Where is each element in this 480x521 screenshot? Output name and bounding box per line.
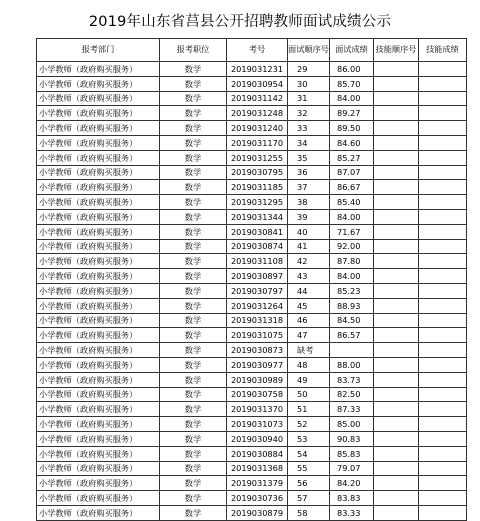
cell-position: 数学 bbox=[160, 150, 227, 165]
table-row bbox=[37, 283, 467, 298]
cell-position: 数学 bbox=[160, 402, 227, 417]
cell-exam-number: 2019031248 bbox=[227, 106, 288, 121]
cell-dept: 小学教师（政府购买服务） bbox=[37, 328, 160, 343]
cell-position: 数学 bbox=[160, 135, 227, 150]
cell-interview-score: 83.83 bbox=[330, 491, 374, 506]
cell-interview-order: 57 bbox=[288, 491, 330, 506]
cell-skill-score bbox=[419, 209, 467, 224]
cell-interview-score: 84.00 bbox=[330, 91, 374, 106]
cell-exam-number: 2019031185 bbox=[227, 180, 288, 195]
cell-dept: 小学教师（政府购买服务） bbox=[37, 269, 160, 284]
cell-exam-number: 2019031073 bbox=[227, 417, 288, 432]
cell-dept: 小学教师（政府购买服务） bbox=[37, 357, 160, 372]
cell-interview-score: 88.00 bbox=[330, 357, 374, 372]
cell-skill-order bbox=[374, 239, 419, 254]
cell-interview-order: 51 bbox=[288, 402, 330, 417]
cell-skill-score bbox=[419, 461, 467, 476]
cell-skill-order bbox=[374, 254, 419, 269]
cell-interview-score: 87.07 bbox=[330, 165, 374, 180]
cell-exam-number: 2019031240 bbox=[227, 121, 288, 136]
cell-exam-number: 2019031170 bbox=[227, 135, 288, 150]
cell-interview-order: 缺考 bbox=[288, 343, 330, 358]
cell-interview-score: 85.27 bbox=[330, 150, 374, 165]
cell-dept: 小学教师（政府购买服务） bbox=[37, 180, 160, 195]
cell-skill-score bbox=[419, 91, 467, 106]
table-row bbox=[37, 372, 467, 387]
cell-skill-score bbox=[419, 76, 467, 91]
cell-position: 数学 bbox=[160, 62, 227, 77]
table-row bbox=[37, 505, 467, 520]
cell-dept: 小学教师（政府购买服务） bbox=[37, 224, 160, 239]
table-row bbox=[37, 254, 467, 269]
cell-interview-order: 29 bbox=[288, 62, 330, 77]
cell-exam-number: 2019030884 bbox=[227, 446, 288, 461]
cell-skill-order bbox=[374, 269, 419, 284]
cell-skill-score bbox=[419, 313, 467, 328]
cell-interview-order: 53 bbox=[288, 431, 330, 446]
cell-interview-order: 39 bbox=[288, 209, 330, 224]
cell-interview-order: 46 bbox=[288, 313, 330, 328]
table-row bbox=[37, 135, 467, 150]
cell-skill-score bbox=[419, 431, 467, 446]
cell-skill-score bbox=[419, 121, 467, 136]
cell-exam-number: 2019031142 bbox=[227, 91, 288, 106]
cell-exam-number: 2019030897 bbox=[227, 269, 288, 284]
table-row bbox=[37, 180, 467, 195]
cell-skill-order bbox=[374, 476, 419, 491]
cell-interview-order: 44 bbox=[288, 283, 330, 298]
cell-position: 数学 bbox=[160, 195, 227, 210]
cell-skill-score bbox=[419, 62, 467, 77]
cell-dept: 小学教师（政府购买服务） bbox=[37, 76, 160, 91]
cell-interview-order: 47 bbox=[288, 328, 330, 343]
cell-interview-score: 85.40 bbox=[330, 195, 374, 210]
cell-interview-score: 89.27 bbox=[330, 106, 374, 121]
table-row bbox=[37, 239, 467, 254]
header-interview-score: 面试成绩 bbox=[330, 39, 374, 62]
table-row bbox=[37, 313, 467, 328]
cell-position: 数学 bbox=[160, 106, 227, 121]
cell-dept: 小学教师（政府购买服务） bbox=[37, 121, 160, 136]
results-table bbox=[36, 38, 467, 521]
table-row bbox=[37, 476, 467, 491]
cell-dept: 小学教师（政府购买服务） bbox=[37, 491, 160, 506]
table-row bbox=[37, 165, 467, 180]
cell-interview-score: 86.57 bbox=[330, 328, 374, 343]
cell-skill-order bbox=[374, 431, 419, 446]
cell-dept: 小学教师（政府购买服务） bbox=[37, 91, 160, 106]
cell-interview-score: 71.67 bbox=[330, 224, 374, 239]
cell-dept: 小学教师（政府购买服务） bbox=[37, 446, 160, 461]
cell-interview-order: 42 bbox=[288, 254, 330, 269]
cell-interview-order: 34 bbox=[288, 135, 330, 150]
table-row bbox=[37, 76, 467, 91]
cell-exam-number: 2019030989 bbox=[227, 372, 288, 387]
table-row bbox=[37, 150, 467, 165]
cell-exam-number: 2019030873 bbox=[227, 343, 288, 358]
cell-interview-score: 87.80 bbox=[330, 254, 374, 269]
cell-interview-score: 84.00 bbox=[330, 269, 374, 284]
cell-exam-number: 2019031295 bbox=[227, 195, 288, 210]
cell-exam-number: 2019030841 bbox=[227, 224, 288, 239]
cell-skill-score bbox=[419, 224, 467, 239]
cell-interview-score bbox=[330, 343, 374, 358]
table-row bbox=[37, 328, 467, 343]
table-row bbox=[37, 417, 467, 432]
cell-skill-score bbox=[419, 254, 467, 269]
cell-position: 数学 bbox=[160, 372, 227, 387]
cell-dept: 小学教师（政府购买服务） bbox=[37, 431, 160, 446]
cell-position: 数学 bbox=[160, 431, 227, 446]
cell-dept: 小学教师（政府购买服务） bbox=[37, 417, 160, 432]
cell-skill-score bbox=[419, 387, 467, 402]
cell-skill-score bbox=[419, 491, 467, 506]
cell-skill-order bbox=[374, 62, 419, 77]
cell-interview-score: 84.50 bbox=[330, 313, 374, 328]
cell-interview-score: 86.67 bbox=[330, 180, 374, 195]
table-row bbox=[37, 431, 467, 446]
cell-position: 数学 bbox=[160, 180, 227, 195]
cell-exam-number: 2019031255 bbox=[227, 150, 288, 165]
cell-position: 数学 bbox=[160, 254, 227, 269]
cell-interview-order: 36 bbox=[288, 165, 330, 180]
cell-skill-order bbox=[374, 372, 419, 387]
cell-dept: 小学教师（政府购买服务） bbox=[37, 372, 160, 387]
cell-exam-number: 2019031264 bbox=[227, 298, 288, 313]
cell-interview-order: 49 bbox=[288, 372, 330, 387]
cell-position: 数学 bbox=[160, 476, 227, 491]
cell-skill-score bbox=[419, 106, 467, 121]
table-row bbox=[37, 298, 467, 313]
table-row bbox=[37, 91, 467, 106]
table-row bbox=[37, 106, 467, 121]
cell-interview-score: 89.50 bbox=[330, 121, 374, 136]
cell-dept: 小学教师（政府购买服务） bbox=[37, 254, 160, 269]
cell-skill-order bbox=[374, 491, 419, 506]
cell-dept: 小学教师（政府购买服务） bbox=[37, 505, 160, 520]
cell-position: 数学 bbox=[160, 417, 227, 432]
cell-skill-order bbox=[374, 180, 419, 195]
cell-interview-score: 83.33 bbox=[330, 505, 374, 520]
cell-exam-number: 2019031379 bbox=[227, 476, 288, 491]
cell-exam-number: 2019030736 bbox=[227, 491, 288, 506]
cell-skill-order bbox=[374, 195, 419, 210]
cell-exam-number: 2019031368 bbox=[227, 461, 288, 476]
cell-interview-order: 30 bbox=[288, 76, 330, 91]
cell-skill-score bbox=[419, 180, 467, 195]
cell-exam-number: 2019030977 bbox=[227, 357, 288, 372]
cell-dept: 小学教师（政府购买服务） bbox=[37, 135, 160, 150]
header-dept: 报考部门 bbox=[37, 39, 160, 62]
cell-dept: 小学教师（政府购买服务） bbox=[37, 106, 160, 121]
cell-position: 数学 bbox=[160, 313, 227, 328]
cell-skill-order bbox=[374, 106, 419, 121]
cell-dept: 小学教师（政府购买服务） bbox=[37, 387, 160, 402]
table-row bbox=[37, 195, 467, 210]
cell-dept: 小学教师（政府购买服务） bbox=[37, 476, 160, 491]
cell-position: 数学 bbox=[160, 224, 227, 239]
cell-exam-number: 2019031075 bbox=[227, 328, 288, 343]
cell-dept: 小学教师（政府购买服务） bbox=[37, 209, 160, 224]
cell-interview-order: 48 bbox=[288, 357, 330, 372]
cell-exam-number: 2019031108 bbox=[227, 254, 288, 269]
cell-exam-number: 2019030954 bbox=[227, 76, 288, 91]
table-row bbox=[37, 387, 467, 402]
cell-dept: 小学教师（政府购买服务） bbox=[37, 402, 160, 417]
cell-interview-order: 45 bbox=[288, 298, 330, 313]
cell-exam-number: 2019031231 bbox=[227, 62, 288, 77]
cell-interview-score: 86.00 bbox=[330, 62, 374, 77]
table-row bbox=[37, 224, 467, 239]
cell-skill-order bbox=[374, 402, 419, 417]
cell-skill-order bbox=[374, 343, 419, 358]
table-row bbox=[37, 491, 467, 506]
cell-exam-number: 2019031318 bbox=[227, 313, 288, 328]
cell-dept: 小学教师（政府购买服务） bbox=[37, 239, 160, 254]
page-title: 2019年山东省莒县公开招聘教师面试成绩公示 bbox=[88, 14, 392, 30]
cell-position: 数学 bbox=[160, 91, 227, 106]
cell-interview-score: 85.70 bbox=[330, 76, 374, 91]
cell-dept: 小学教师（政府购买服务） bbox=[37, 298, 160, 313]
cell-interview-score: 85.23 bbox=[330, 283, 374, 298]
cell-skill-order bbox=[374, 298, 419, 313]
cell-skill-order bbox=[374, 91, 419, 106]
cell-exam-number: 2019031344 bbox=[227, 209, 288, 224]
cell-dept: 小学教师（政府购买服务） bbox=[37, 343, 160, 358]
cell-skill-order bbox=[374, 209, 419, 224]
cell-exam-number: 2019030940 bbox=[227, 431, 288, 446]
cell-dept: 小学教师（政府购买服务） bbox=[37, 313, 160, 328]
cell-skill-order bbox=[374, 461, 419, 476]
cell-skill-score bbox=[419, 239, 467, 254]
cell-dept: 小学教师（政府购买服务） bbox=[37, 195, 160, 210]
cell-position: 数学 bbox=[160, 343, 227, 358]
cell-skill-score bbox=[419, 165, 467, 180]
cell-interview-score: 85.83 bbox=[330, 446, 374, 461]
cell-interview-order: 38 bbox=[288, 195, 330, 210]
cell-position: 数学 bbox=[160, 491, 227, 506]
cell-interview-score: 84.00 bbox=[330, 209, 374, 224]
table-header-row bbox=[37, 39, 467, 62]
cell-position: 数学 bbox=[160, 283, 227, 298]
cell-interview-score: 85.00 bbox=[330, 417, 374, 432]
table-row bbox=[37, 343, 467, 358]
cell-position: 数学 bbox=[160, 121, 227, 136]
header-position: 报考职位 bbox=[160, 39, 227, 62]
cell-skill-order bbox=[374, 165, 419, 180]
cell-skill-order bbox=[374, 224, 419, 239]
cell-interview-score: 88.93 bbox=[330, 298, 374, 313]
table-body bbox=[37, 62, 467, 521]
cell-skill-score bbox=[419, 298, 467, 313]
cell-skill-order bbox=[374, 446, 419, 461]
header-skill-score: 技能成绩 bbox=[419, 39, 467, 62]
cell-skill-score bbox=[419, 372, 467, 387]
cell-skill-score bbox=[419, 417, 467, 432]
cell-skill-score bbox=[419, 283, 467, 298]
cell-dept: 小学教师（政府购买服务） bbox=[37, 62, 160, 77]
cell-position: 数学 bbox=[160, 446, 227, 461]
cell-skill-score bbox=[419, 505, 467, 520]
table-row bbox=[37, 402, 467, 417]
cell-skill-score bbox=[419, 328, 467, 343]
cell-skill-order bbox=[374, 357, 419, 372]
table-row bbox=[37, 121, 467, 136]
header-skill-order: 技能顺序号 bbox=[374, 39, 419, 62]
cell-position: 数学 bbox=[160, 328, 227, 343]
cell-skill-order bbox=[374, 135, 419, 150]
header-interview-order: 面试顺序号 bbox=[288, 39, 330, 62]
table-row bbox=[37, 209, 467, 224]
cell-skill-order bbox=[374, 387, 419, 402]
cell-interview-score: 84.20 bbox=[330, 476, 374, 491]
cell-interview-order: 52 bbox=[288, 417, 330, 432]
cell-dept: 小学教师（政府购买服务） bbox=[37, 461, 160, 476]
cell-skill-score bbox=[419, 135, 467, 150]
cell-exam-number: 2019030874 bbox=[227, 239, 288, 254]
cell-skill-score bbox=[419, 195, 467, 210]
cell-skill-score bbox=[419, 269, 467, 284]
cell-interview-score: 82.50 bbox=[330, 387, 374, 402]
cell-interview-score: 83.73 bbox=[330, 372, 374, 387]
table-row bbox=[37, 269, 467, 284]
cell-interview-order: 33 bbox=[288, 121, 330, 136]
cell-skill-score bbox=[419, 343, 467, 358]
cell-skill-order bbox=[374, 417, 419, 432]
cell-exam-number: 2019031370 bbox=[227, 402, 288, 417]
cell-interview-order: 32 bbox=[288, 106, 330, 121]
cell-skill-score bbox=[419, 402, 467, 417]
cell-interview-order: 40 bbox=[288, 224, 330, 239]
cell-exam-number: 2019030797 bbox=[227, 283, 288, 298]
header-exam-number: 考号 bbox=[227, 39, 288, 62]
cell-dept: 小学教师（政府购买服务） bbox=[37, 165, 160, 180]
cell-position: 数学 bbox=[160, 387, 227, 402]
cell-exam-number: 2019030758 bbox=[227, 387, 288, 402]
cell-skill-score bbox=[419, 357, 467, 372]
cell-interview-score: 90.83 bbox=[330, 431, 374, 446]
cell-interview-order: 58 bbox=[288, 505, 330, 520]
cell-exam-number: 2019030795 bbox=[227, 165, 288, 180]
cell-position: 数学 bbox=[160, 461, 227, 476]
cell-interview-order: 43 bbox=[288, 269, 330, 284]
cell-exam-number: 2019030879 bbox=[227, 505, 288, 520]
cell-skill-order bbox=[374, 150, 419, 165]
cell-skill-score bbox=[419, 150, 467, 165]
cell-interview-score: 87.33 bbox=[330, 402, 374, 417]
cell-interview-order: 50 bbox=[288, 387, 330, 402]
table-row bbox=[37, 62, 467, 77]
table-row bbox=[37, 446, 467, 461]
cell-dept: 小学教师（政府购买服务） bbox=[37, 150, 160, 165]
cell-interview-order: 54 bbox=[288, 446, 330, 461]
cell-position: 数学 bbox=[160, 239, 227, 254]
cell-position: 数学 bbox=[160, 298, 227, 313]
cell-interview-order: 37 bbox=[288, 180, 330, 195]
cell-interview-score: 92.00 bbox=[330, 239, 374, 254]
cell-skill-order bbox=[374, 76, 419, 91]
cell-position: 数学 bbox=[160, 76, 227, 91]
cell-skill-order bbox=[374, 328, 419, 343]
cell-interview-order: 56 bbox=[288, 476, 330, 491]
cell-skill-order bbox=[374, 283, 419, 298]
cell-interview-order: 31 bbox=[288, 91, 330, 106]
cell-interview-score: 79.07 bbox=[330, 461, 374, 476]
cell-skill-order bbox=[374, 505, 419, 520]
cell-interview-score: 84.60 bbox=[330, 135, 374, 150]
cell-position: 数学 bbox=[160, 269, 227, 284]
cell-interview-order: 35 bbox=[288, 150, 330, 165]
cell-dept: 小学教师（政府购买服务） bbox=[37, 283, 160, 298]
table-row bbox=[37, 461, 467, 476]
cell-skill-order bbox=[374, 121, 419, 136]
cell-position: 数学 bbox=[160, 165, 227, 180]
cell-position: 数学 bbox=[160, 505, 227, 520]
table-row bbox=[37, 357, 467, 372]
cell-interview-order: 55 bbox=[288, 461, 330, 476]
cell-position: 数学 bbox=[160, 357, 227, 372]
cell-interview-order: 41 bbox=[288, 239, 330, 254]
cell-position: 数学 bbox=[160, 209, 227, 224]
cell-skill-score bbox=[419, 446, 467, 461]
cell-skill-score bbox=[419, 476, 467, 491]
cell-skill-order bbox=[374, 313, 419, 328]
